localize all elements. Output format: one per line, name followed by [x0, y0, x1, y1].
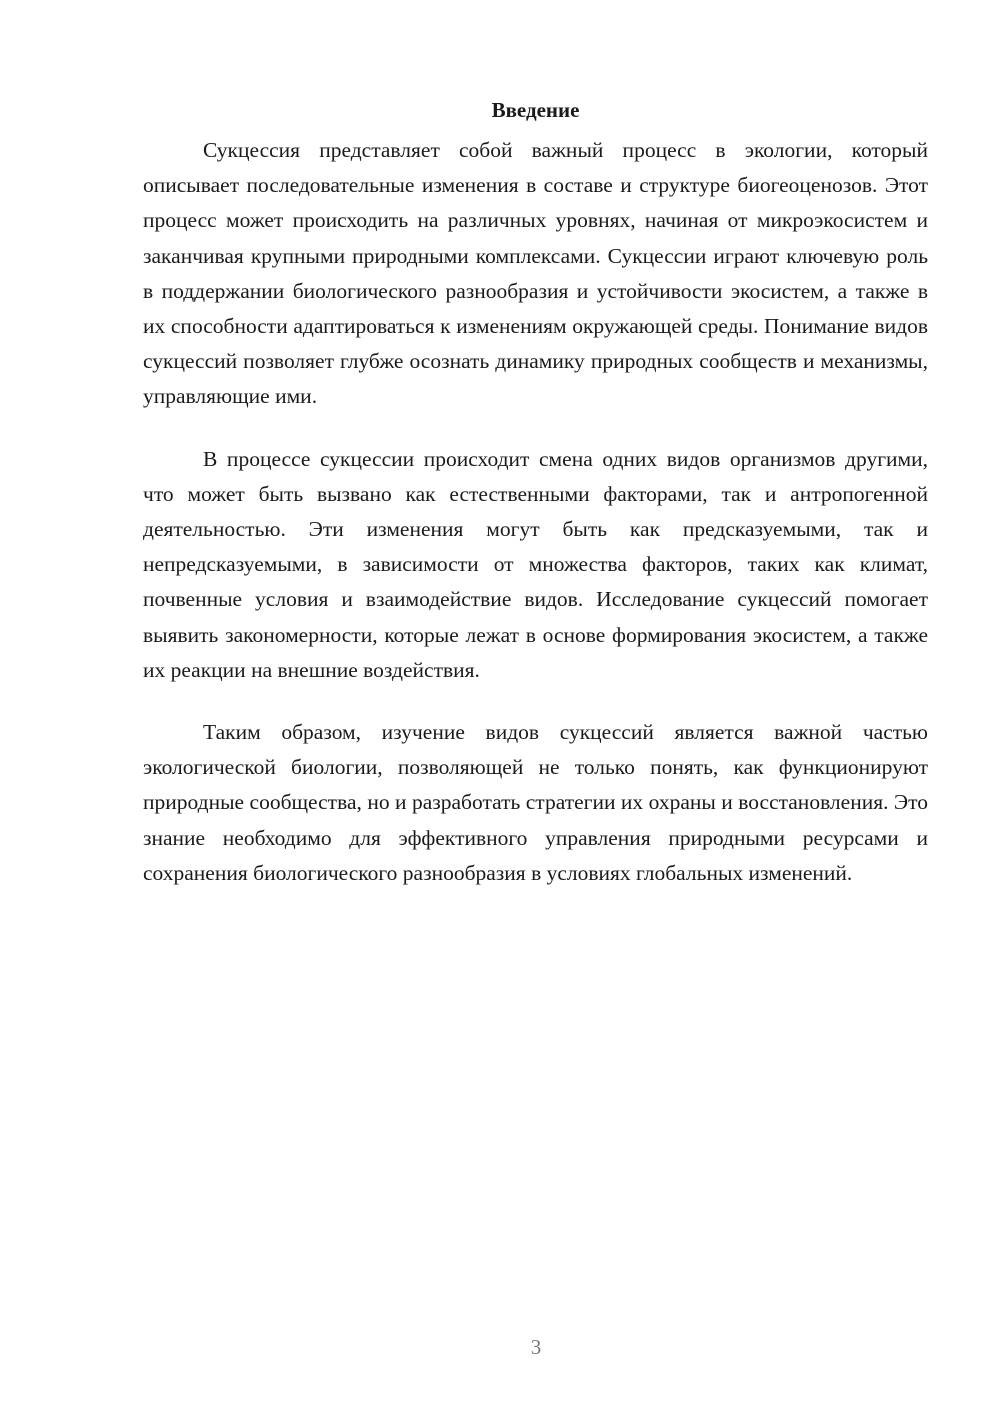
section-heading: Введение: [491, 98, 580, 122]
paragraph-3: Таким образом, изучение видов сукцессий является важной частью экологической биологии, позволяющей не только понять, как функционируют природные сообщества, но и разработать стратегии их охраны и восстановления. Это знание необходимо для эффективного управления природными ресурсами и сохранения биологического разнообразия в условиях глобальных изменений.: [143, 720, 928, 885]
page-number: 3: [530, 1335, 542, 1359]
paragraph-2: В процессе сукцессии происходит смена одних видов организмов другими, что может быть вызвано как естественными факторами, так и антропогенной деятельностью. Эти изменения могут быть как предсказуемыми, так и непредсказуемыми, в зависимости от множества факторов, таких как климат, почвенные условия и взаимодействие видов. Исследование сукцессий помогает выявить закономерности, которые лежат в основе формирования экосистем, а также их реакции на внешние воздействия.: [143, 446, 928, 682]
paragraph-1: Сукцессия представляет собой важный процесс в экологии, который описывает последовательные изменения в составе и структуре биогеоценозов. Этот процесс может происходить на различных уровнях, начиная от микроэкосистем и заканчивая крупными природными комплексами. Сукцессии играют ключевую роль в поддержании биологического разнообразия и устойчивости экосистем, а также в их способности адаптироваться к изменениям окружающей среды. Понимание видов сукцессий позволяет глубже осознать динамику природных сообществ и механизмы, управляющие ими.: [143, 138, 928, 409]
page-content: [143, 95, 928, 918]
